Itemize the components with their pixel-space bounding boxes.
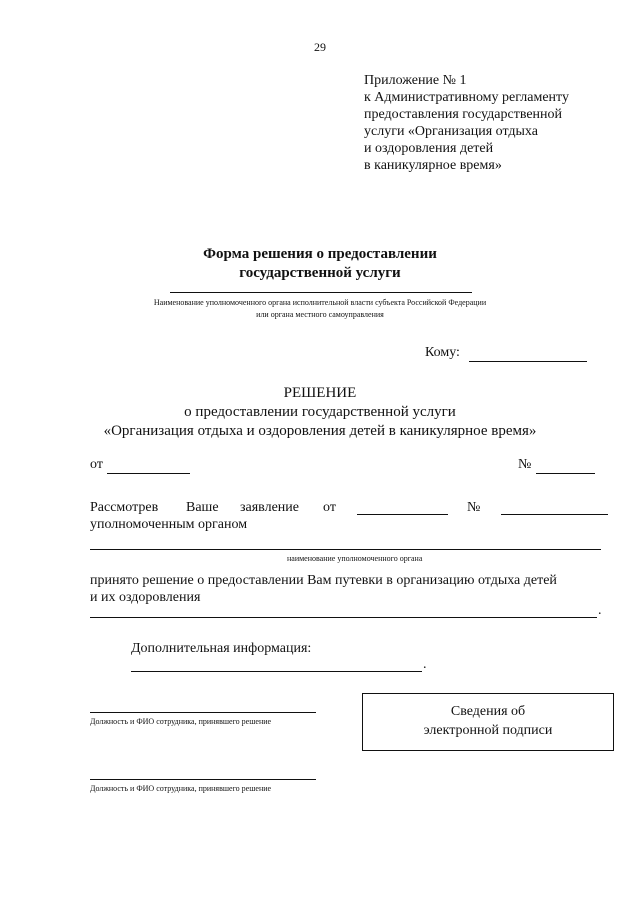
additional-info-label: Дополнительная информация: [131,641,312,656]
authorized-body-line[interactable] [90,549,601,550]
date-field-line[interactable] [107,473,190,474]
recipient-field-line[interactable] [469,361,587,362]
authority-caption: Наименование уполномоченного органа исполнительной власти субъекта Российской Федерации или органа местного самоуправления [153,298,487,319]
application-number-line[interactable] [501,514,608,515]
appendix-line: услуги «Организация отдыха [364,124,538,139]
considered-word: заявление [240,500,300,515]
authority-name-line [170,292,472,293]
org-name-caption: наименование уполномоченного органа [287,554,423,563]
signatory-caption-1: Должность и ФИО сотрудника, принявшего решение [90,717,272,726]
signatory-line-1[interactable] [90,712,316,713]
appendix-line: к Административному регламенту [364,90,569,105]
period-mark: . [423,657,427,672]
period-mark: . [598,603,602,618]
decision-text: принято решение о предоставлении Вам путевки в организацию отдыха детей и их оздоровления [90,573,557,605]
e-signature-box: Сведения об электронной подписи [362,693,614,751]
from-label: от [90,457,103,472]
page-number: 29 [314,40,326,54]
recipient-label: Кому: [425,345,460,360]
considered-word: Рассмотрев [90,500,159,515]
application-date-line[interactable] [357,514,448,515]
considered-word: Ваше [186,500,219,515]
appendix-line: предоставления государственной [364,107,563,122]
additional-info-line[interactable] [131,671,422,672]
form-title: Форма решения о предоставлении государственной услуги [203,246,437,281]
considered-word: от [323,500,336,515]
signatory-line-2[interactable] [90,779,316,780]
appendix-line: в каникулярное время» [364,158,502,173]
considered-number-sign: № [467,500,481,515]
number-label: № [518,457,532,472]
number-field-line[interactable] [536,473,595,474]
signatory-caption-2: Должность и ФИО сотрудника, принявшего решение [90,784,272,793]
authorized-body-label: уполномоченным органом [90,517,248,532]
appendix-line: Приложение № 1 [364,73,467,88]
decision-title: РЕШЕНИЕ о предоставлении государственной услуги «Организация отдыха и оздоровления детей в каникулярное время» [103,385,537,439]
appendix-line: и оздоровления детей [364,141,494,156]
appendix-block [364,72,569,174]
decision-text-line[interactable] [90,617,597,618]
